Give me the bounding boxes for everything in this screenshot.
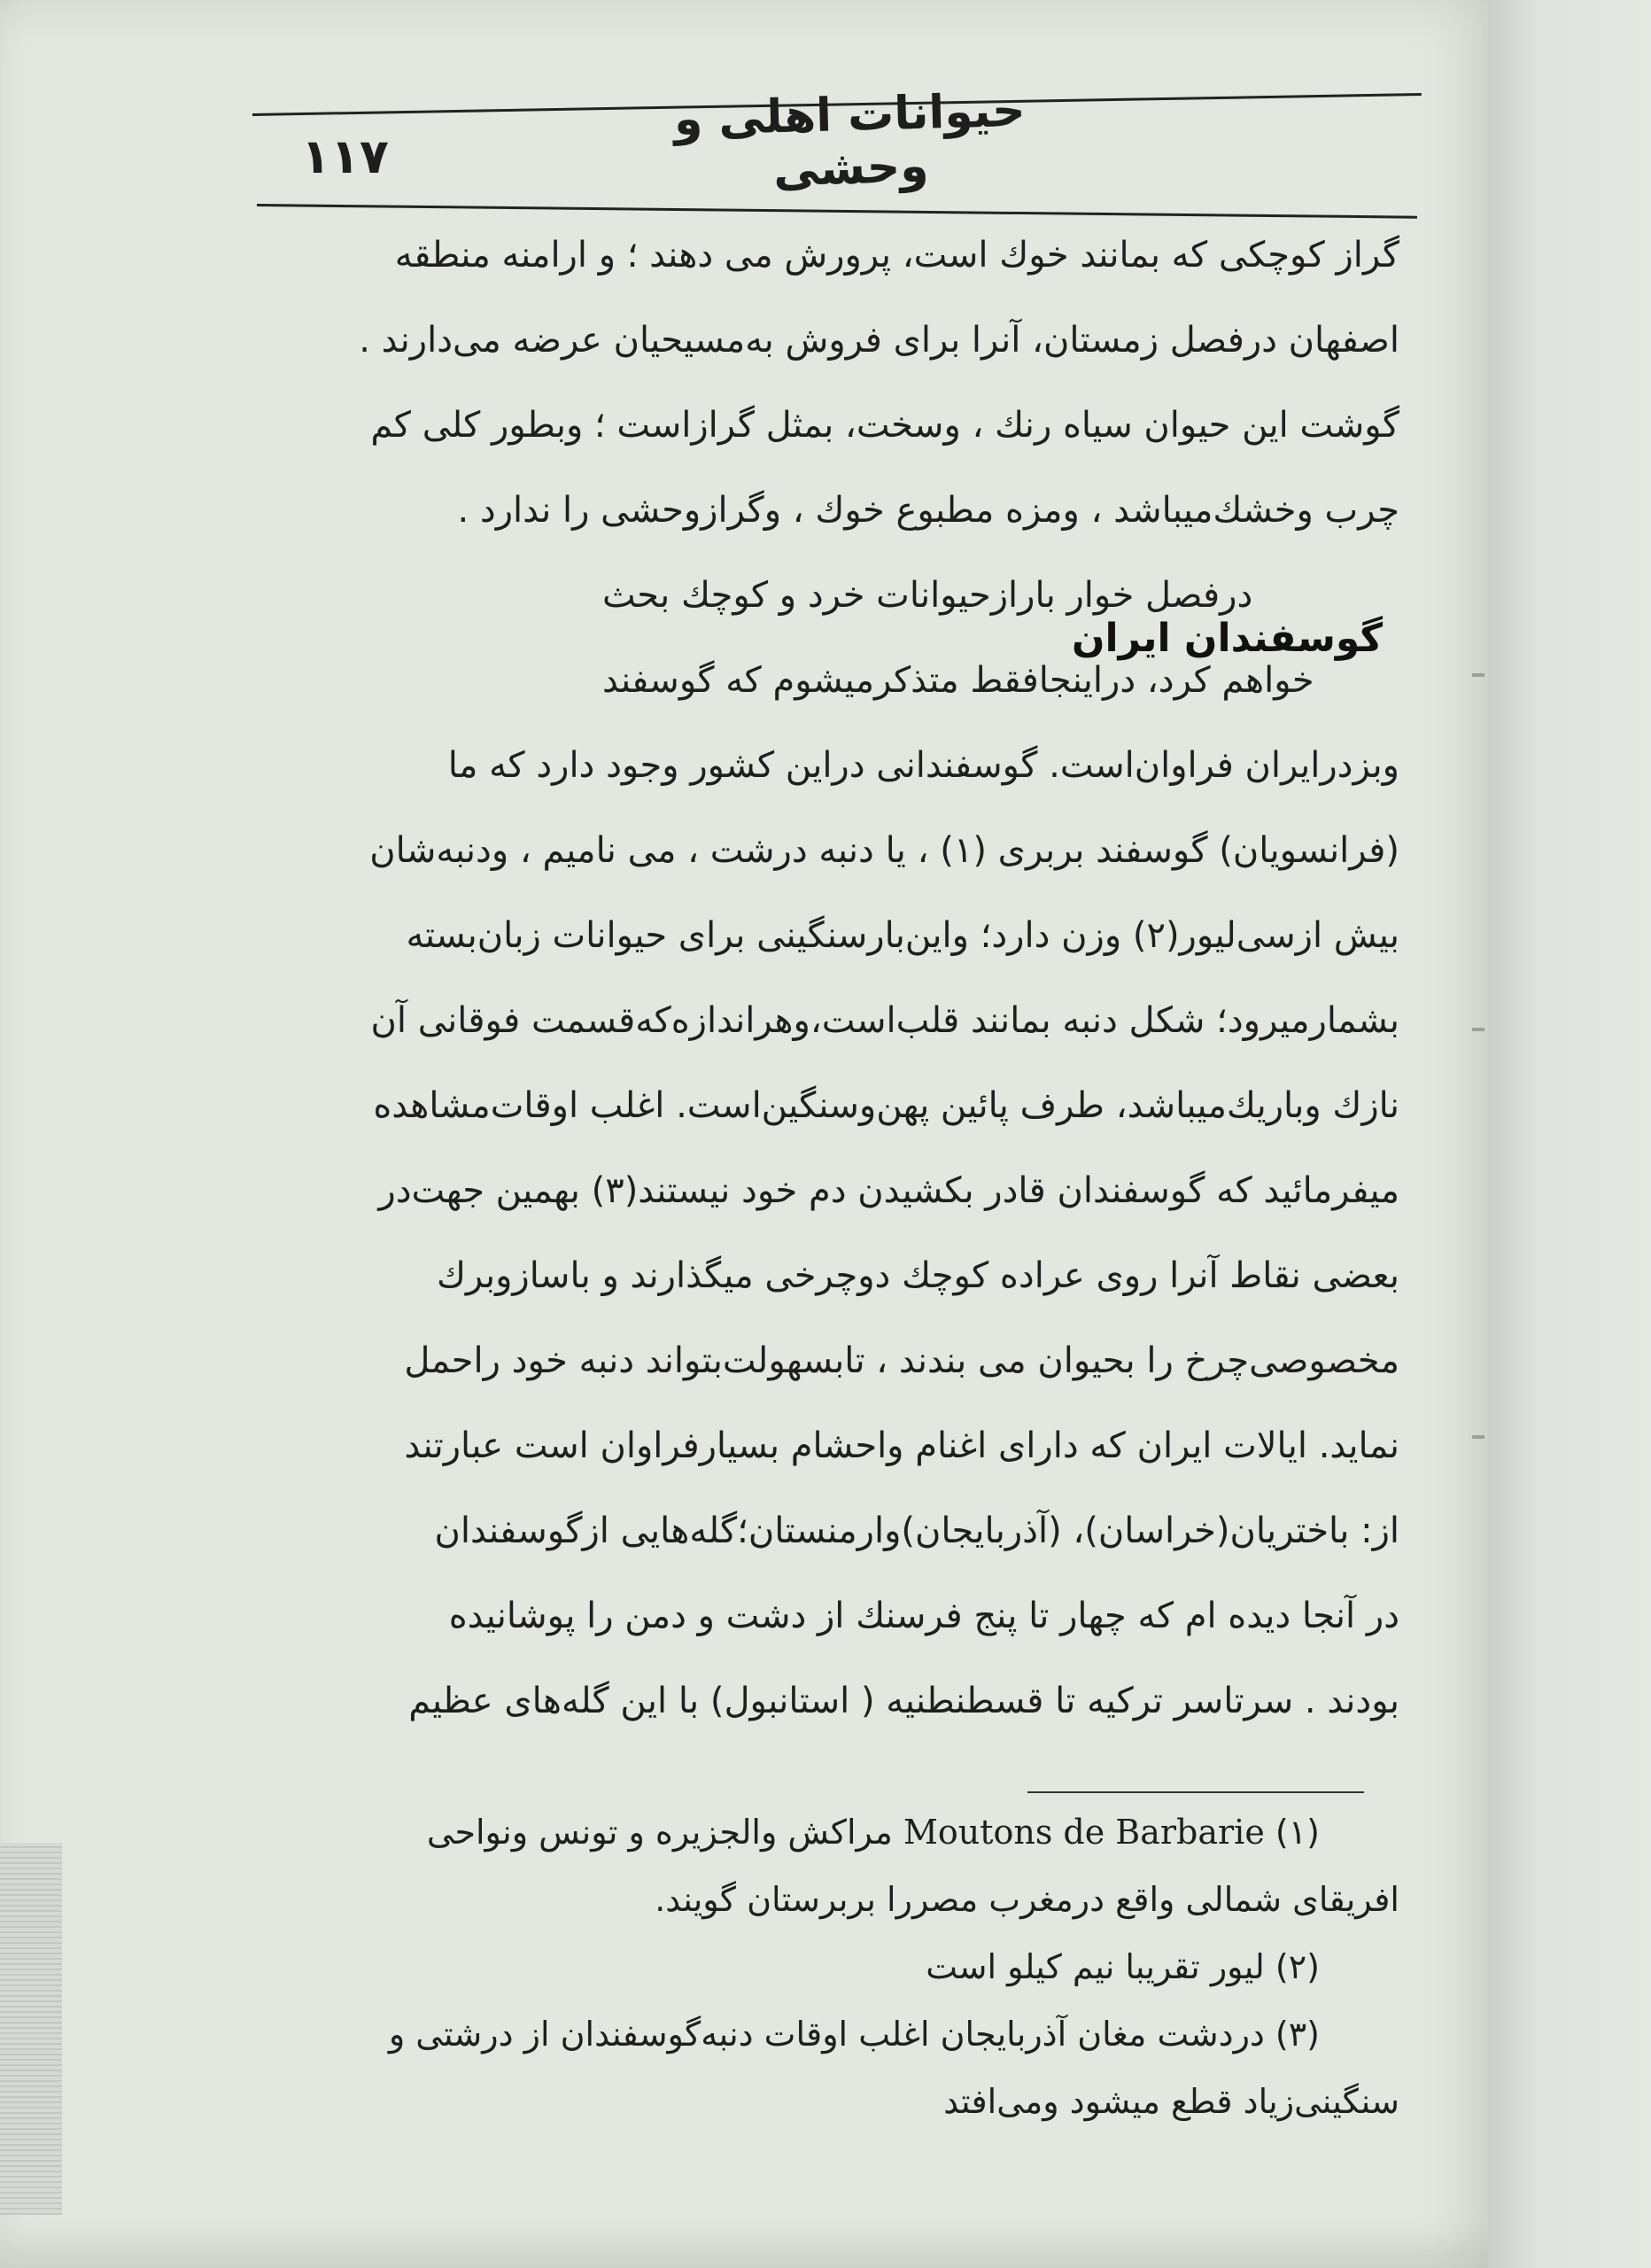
footnote-1-number: (۱) (1275, 1813, 1320, 1852)
body-line: مخصوصی‌چرخ را بحیوان می بندند ، تابسهولت‌بتواند دنبه خود راحمل (404, 1340, 1399, 1381)
footnote-1-text: مراکش والجزیره و تونس ونواحی (426, 1813, 893, 1852)
section-heading: گوسفندان ایران (1072, 616, 1384, 661)
body-line: میفرمائید که گوسفندان قادر بکشیدن دم خود نیستند(۳) بهمین جهت‌در (378, 1170, 1399, 1211)
footnote-3-continuation: سنگینی‌زیاد قطع میشود ومی‌افتد (943, 2082, 1399, 2121)
page-number: ۱۱۷ (301, 128, 389, 184)
body-line: (فرانسویان) گوسفند بربری (۱) ، یا دنبه درشت ، می نامیم ، ودنبه‌شان (369, 830, 1399, 871)
footnote-3: (۳) دردشت مغان آذربایجان اغلب اوقات دنبه‌گوسفندان از درشتی و (388, 2015, 1320, 2054)
binding-thread-marks (1470, 673, 1488, 1736)
body-line: گراز کوچکی که بمانند خوك است، پرورش می دهند ؛ و ارامنه منطقه (394, 235, 1399, 276)
footnote-separator (1027, 1791, 1364, 1793)
footnote-1-latin: Moutons de Barbarie (903, 1813, 1265, 1852)
footnote-2: (۲) لیور تقریبا نیم کیلو است (926, 1947, 1320, 1986)
body-line: نماید. ایالات ایران که دارای اغنام واحشام بسیارفراوان است عبارتند (404, 1425, 1399, 1466)
body-line: از: باختریان(خراسان)، (آذربایجان)وارمنستان؛گله‌هایی ازگوسفندان (434, 1511, 1399, 1551)
footnote-1 (266, 1798, 1399, 1866)
page-stack-edge (0, 1843, 62, 2215)
body-line: وبزدرایران فراوان‌است. گوسفندانی دراین کشور وجود دارد که ما (447, 745, 1399, 786)
body-line: بعضی نقاط آنرا روی عراده کوچك دوچرخی میگذارند و باسازوبرك (436, 1255, 1399, 1296)
footnotes (266, 1798, 1399, 2135)
body-line: بودند . سرتاسر ترکیه تا قسطنطنیه ( استانبول) با این گله‌های عظیم (408, 1681, 1399, 1721)
body-line: بیش ازسی‌لیور(۲) وزن دارد؛ واین‌بارسنگینی برای حیوانات زبان‌بسته (406, 915, 1399, 956)
body-line: در آنجا دیده ام که چهار تا پنج فرسنك از دشت و دمن را پوشانیده (448, 1596, 1399, 1636)
body-line: خواهم کرد، دراینجافقط متذکرمیشوم که گوسفند (602, 660, 1314, 701)
body-line: گوشت این حیوان سیاه رنك ، وسخت، بمثل گرازاست ؛ وبطور کلی کم (370, 405, 1399, 446)
running-header-title: حیوانات اهلی و وحشی (673, 83, 1027, 198)
body-line: چرب وخشك‌میباشد ، ومزه مطبوع خوك ، وگرازوحشی را ندارد . (457, 490, 1399, 531)
body-line: بشمارمیرود؛ شکل دنبه بمانند قلب‌است،وهراندازه‌که‌قسمت فوقانی آن (370, 1000, 1399, 1041)
facing-page-edge (1488, 0, 1651, 2268)
footnote-1-continuation: افریقای شمالی واقع درمغرب مصررا بربرستان گویند. (655, 1880, 1399, 1919)
body-line: درفصل خوار بارازحیوانات خرد و کوچك بحث (602, 575, 1253, 616)
body-text (266, 213, 1399, 1744)
body-line: اصفهان درفصل زمستان، آنرا برای فروش به‌مسیحیان عرضه می‌دارند . (359, 320, 1399, 361)
body-line: نازك وباریك‌میباشد، طرف پائین پهن‌وسنگین‌است. اغلب اوقات‌مشاهده (373, 1085, 1399, 1126)
